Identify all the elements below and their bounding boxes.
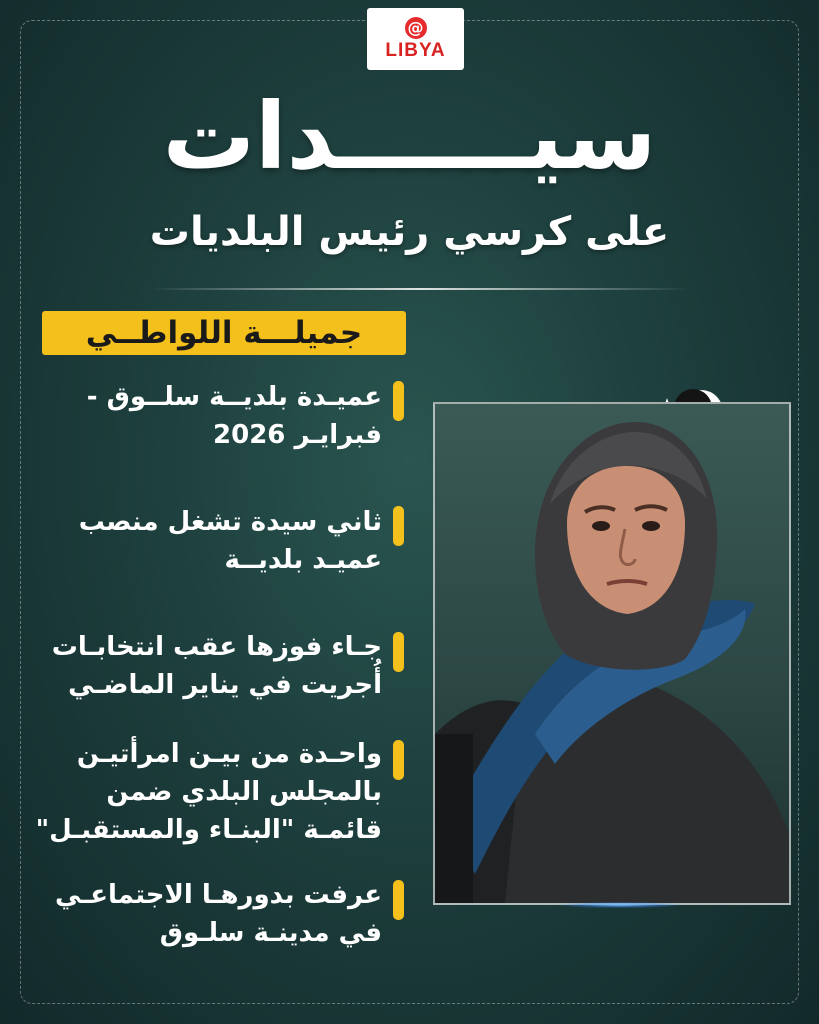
fact-item-1: عميـدة بلديــة سلــوق - فبرايـر 2026 [86,382,382,450]
photo-glow [560,902,680,908]
profile-name-badge: جميلـــة اللواطــي [42,311,406,355]
libya-logo[interactable] [367,8,464,70]
page-title: سيــــــدات [162,83,657,190]
title-divider [150,288,690,290]
fact-item-5: عرفت بدورهـا الاجتماعـي في مدينـة سلـوق [55,880,382,948]
fact-marker [393,632,404,672]
fact-marker [393,740,404,780]
woman-in-headscarf-photo [435,404,789,903]
logo-text: LIBYA [385,39,446,61]
fact-item-2: ثاني سيدة تشغل منصب عميـد بلديــة [78,507,382,575]
fact-item-4: واحـدة من بيـن امرأتيـن بالمجلس البلدي ضمن قائمـة "البنـاء والمستقبـل" [35,739,382,845]
logo-at-icon: @ [405,17,427,39]
fact-marker [393,880,404,920]
fact-item-3: جـاء فوزها عقب انتخابـات أُجريت في يناير الماضـي [51,632,382,700]
page-subtitle: على كرسي رئيس البلديات [149,209,670,255]
fact-marker [393,506,404,546]
profile-photo [433,402,791,905]
fact-marker [393,381,404,421]
